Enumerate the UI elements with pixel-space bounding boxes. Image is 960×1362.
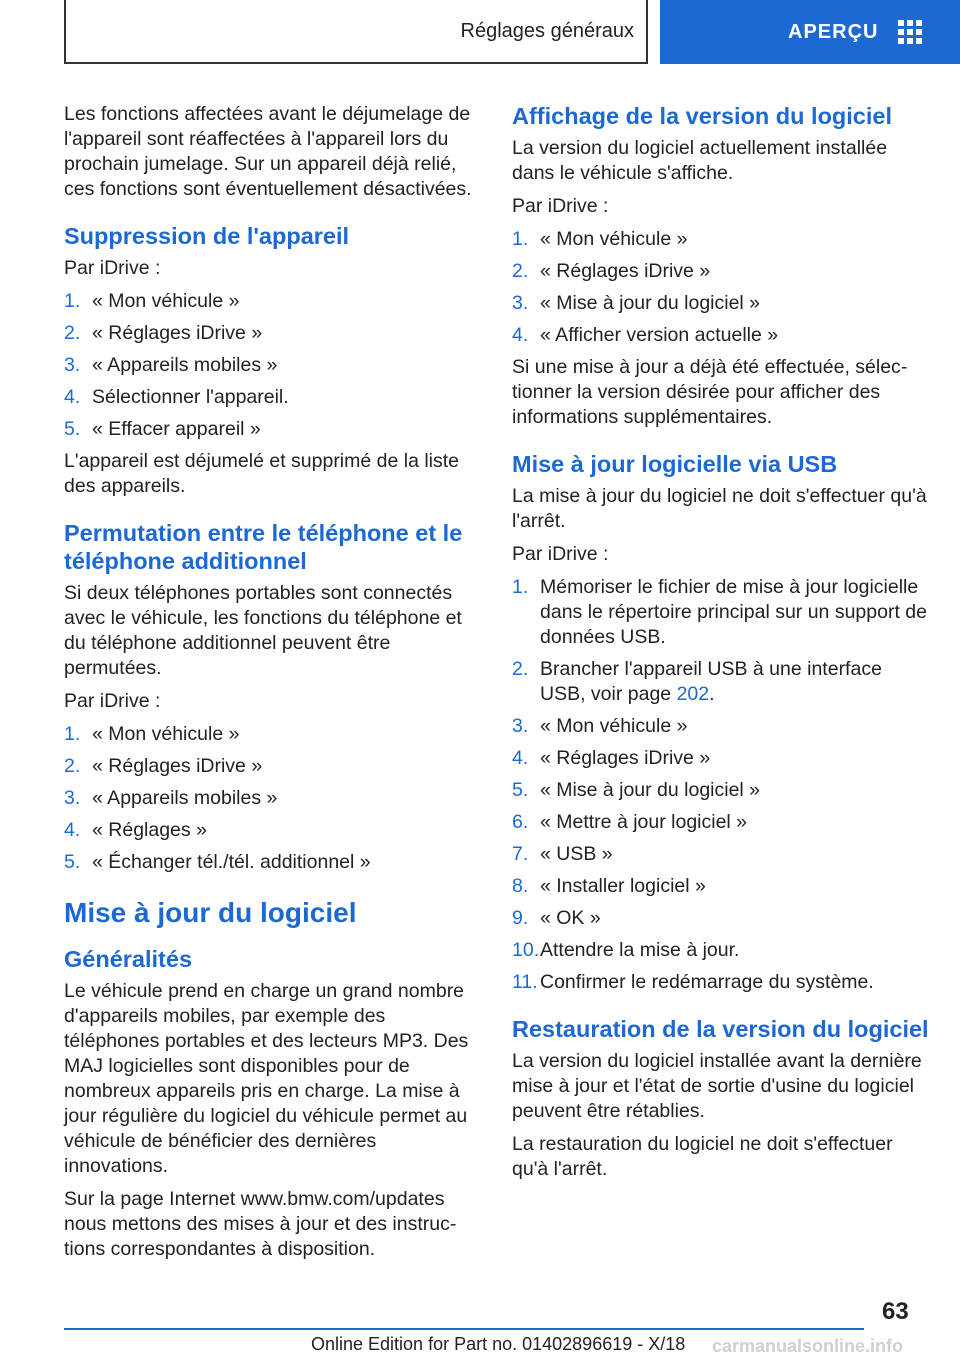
list-item: 11. Confirmer le redémarrage du système. bbox=[512, 971, 874, 993]
list-item: 1. Mémoriser le fichier de mise à jour logicielle dans le répertoire principal sur un support de données USB. bbox=[512, 576, 927, 648]
list-item: 5. « Échanger tél./tél. additionnel » bbox=[64, 851, 371, 873]
right-column bbox=[512, 102, 930, 1190]
steps-usb-update bbox=[512, 575, 930, 995]
overview-tab[interactable] bbox=[660, 0, 960, 64]
list-item: 7. « USB » bbox=[512, 843, 613, 865]
list-item: 2. « Réglages iDrive » bbox=[64, 755, 263, 777]
restore-version-body: La version du logiciel installée avant la dernière mise à jour et l'état de sortie d'usine du logiciel peuvent être rétablies. bbox=[512, 1050, 922, 1122]
via-idrive: Par iDrive : bbox=[512, 543, 609, 565]
header-section-tab bbox=[64, 0, 648, 64]
left-column bbox=[64, 102, 482, 1270]
list-item: 5. « Effacer appareil » bbox=[64, 418, 261, 440]
intro-paragraph: Les fonctions affectées avant le déjumelage de l'appareil sont réaffectées à l'appareil lors du prochain jumelage. Sur un appareil déjà relié, ces fonctions sont éventuellement désactivées. bbox=[64, 103, 472, 200]
heading-swap-phone: Permutation entre le téléphone et le téléphone additionnel bbox=[64, 520, 463, 574]
list-item: 3. « Mon véhicule » bbox=[512, 715, 688, 737]
list-item: 5. « Mise à jour du logiciel » bbox=[512, 779, 761, 801]
list-item: 2. « Réglages iDrive » bbox=[64, 322, 263, 344]
list-item: 3. « Mise à jour du logiciel » bbox=[512, 292, 761, 314]
steps-swap-phone bbox=[64, 722, 482, 875]
list-item: 3. « Appareils mobiles » bbox=[64, 354, 278, 376]
list-item: 4. « Réglages » bbox=[64, 819, 207, 841]
software-update-body: Le véhicule prend en charge un grand nombre d'appareils mobiles, par exemple des téléphones portables et des lecteurs MP3. Des MAJ logicielles sont disponibles pour de nombreux appareils pris en charge. La mise à jour régulière du logiciel du véhicule permet au véhicule de bénéficier des dernières innovations. bbox=[64, 980, 469, 1177]
list-item: 4. « Afficher version actuelle » bbox=[512, 324, 779, 346]
page-number: 63 bbox=[882, 1298, 909, 1325]
list-item: 4. « Réglages iDrive » bbox=[512, 747, 711, 769]
heading-display-version: Affichage de la version du logiciel bbox=[512, 103, 893, 129]
heading-general: Généralités bbox=[64, 946, 193, 972]
list-item: 1. « Mon véhicule » bbox=[64, 290, 240, 312]
footer-divider bbox=[64, 1328, 864, 1330]
heading-usb-update: Mise à jour logicielle via USB bbox=[512, 451, 838, 477]
steps-display-version bbox=[512, 227, 930, 348]
remove-device-result: L'appareil est déjumelé et supprimé de la liste des appareils. bbox=[64, 450, 460, 497]
list-item: 2. Brancher l'appareil USB à une interface USB, voir page 202. bbox=[512, 658, 882, 705]
list-item: 2. « Réglages iDrive » bbox=[512, 260, 711, 282]
heading-software-update: Mise à jour du logiciel bbox=[64, 897, 357, 928]
usb-update-body: La mise à jour du logiciel ne doit s'effectuer qu'à l'arrêt. bbox=[512, 485, 927, 532]
list-item: 1. « Mon véhicule » bbox=[512, 228, 688, 250]
display-version-note: Si une mise à jour a déjà été effectuée, sélectionner la version désirée pour afficher des informations supplémentaires. bbox=[512, 356, 908, 428]
grid-icon bbox=[898, 20, 922, 44]
overview-tab-label: APERÇU bbox=[788, 20, 879, 43]
software-update-website: Sur la page Internet www.bmw.com/updates nous mettons des mises à jour et des instructions correspondantes à disposition. bbox=[64, 1188, 457, 1260]
steps-remove-device bbox=[64, 289, 482, 442]
list-item: 10. Attendre la mise à jour. bbox=[512, 939, 740, 961]
list-item: 4. Sélectionner l'appareil. bbox=[64, 386, 289, 408]
display-version-body: La version du logiciel actuellement installée dans le véhicule s'affiche. bbox=[512, 137, 888, 184]
list-item: 6. « Mettre à jour logiciel » bbox=[512, 811, 748, 833]
via-idrive: Par iDrive : bbox=[64, 257, 161, 279]
footer-edition: Online Edition for Part no. 01402896619 - X/18 bbox=[311, 1334, 686, 1354]
heading-restore-version: Restauration de la version du logiciel bbox=[512, 1016, 929, 1042]
via-idrive: Par iDrive : bbox=[64, 690, 161, 712]
header-section-title: Réglages généraux bbox=[460, 19, 634, 42]
restore-version-note: La restauration du logiciel ne doit s'effectuer qu'à l'arrêt. bbox=[512, 1133, 893, 1180]
page-link[interactable]: 202 bbox=[676, 683, 710, 705]
swap-phone-body: Si deux téléphones portables sont connectés avec le véhicule, les fonctions du téléphone et du téléphone additionnel peuvent être permutées. bbox=[64, 582, 462, 679]
list-item: 1. « Mon véhicule » bbox=[64, 723, 240, 745]
footer-watermark: carmanualsonline.info bbox=[712, 1336, 904, 1356]
list-item: 9. « OK » bbox=[512, 907, 601, 929]
heading-remove-device: Suppression de l'appareil bbox=[64, 223, 350, 249]
list-item: 3. « Appareils mobiles » bbox=[64, 787, 278, 809]
list-item: 8. « Installer logiciel » bbox=[512, 875, 706, 897]
via-idrive: Par iDrive : bbox=[512, 195, 609, 217]
